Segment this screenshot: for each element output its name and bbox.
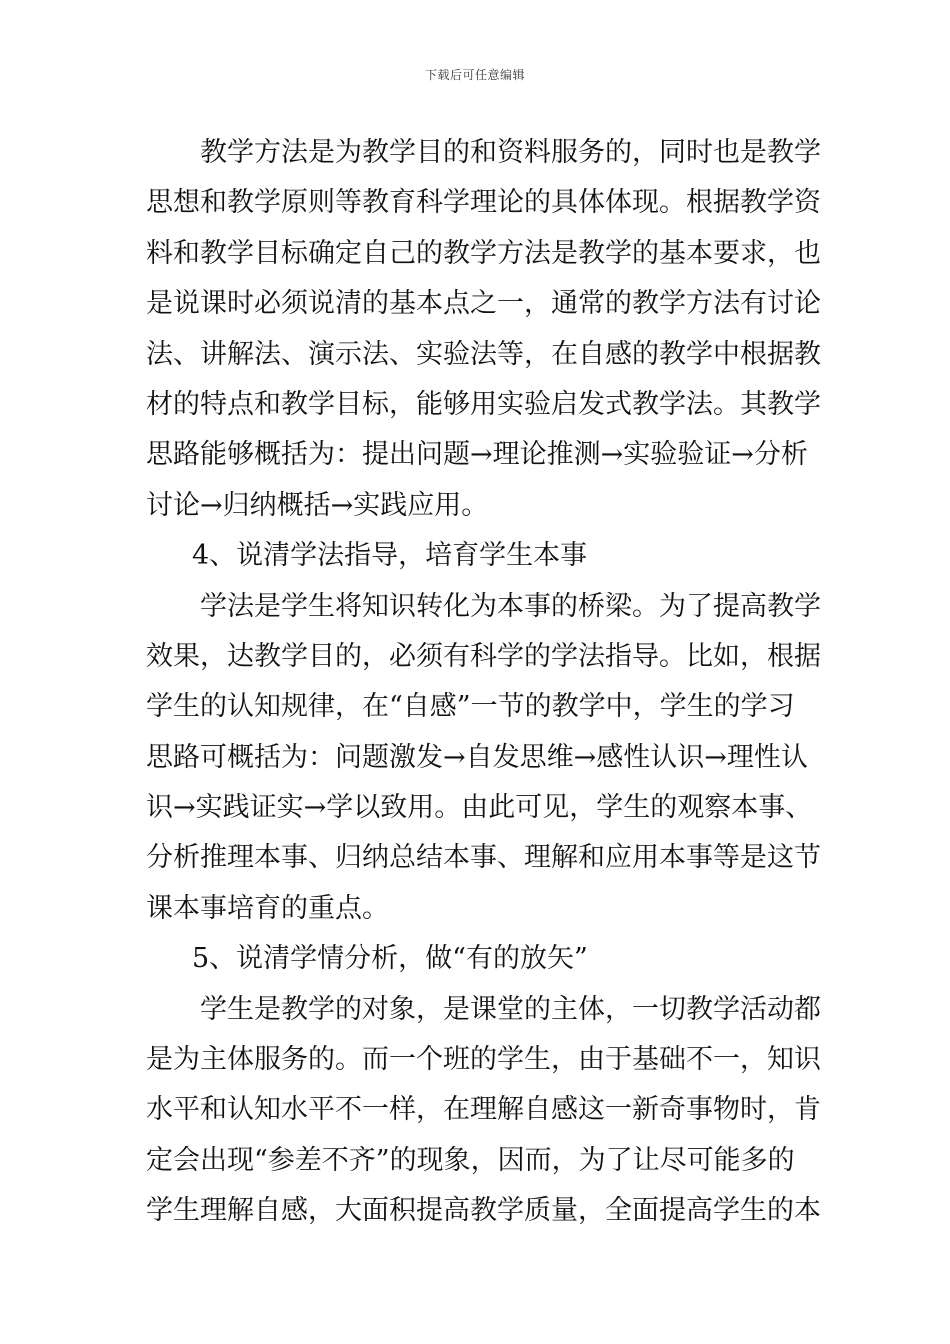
document-body bbox=[146, 128, 821, 1237]
paragraph-line: 识→实践证实→学以致用。由此可见，学生的观察本事、 bbox=[146, 792, 813, 824]
paragraph-line: 分析推理本事、归纳总结本事、理解和应用本事等是这节 bbox=[146, 842, 821, 874]
paragraph-line: 学生是教学的对象，是课堂的主体，一切教学活动都 bbox=[200, 993, 821, 1025]
paragraph-line: 水平和认知水平不一样，在理解自感这一新奇事物时，肯 bbox=[146, 1094, 821, 1126]
paragraph-line: 是说课时必须说清的基本点之一，通常的教学方法有讨论 bbox=[146, 288, 821, 320]
paragraph-line: 课本事培育的重点。 bbox=[146, 892, 389, 924]
paragraph-line: 学生的认知规律，在“自感”一节的教学中，学生的学习 bbox=[146, 691, 795, 723]
paragraph-line: 思路能够概括为：提出问题→理论推测→实验验证→分析 bbox=[146, 439, 808, 471]
paragraph-line: 讨论→归纳概括→实践应用。 bbox=[146, 489, 489, 521]
page-header: 下载后可任意编辑 bbox=[424, 68, 525, 82]
paragraph-line: 是为主体服务的。而一个班的学生，由于基础不一，知识 bbox=[146, 1044, 821, 1076]
paragraph-line: 教学方法是为教学目的和资料服务的，同时也是教学 bbox=[200, 137, 821, 168]
paragraph-line: 思想和教学原则等教育科学理论的具体体现。根据教学资 bbox=[146, 187, 821, 219]
paragraph-line: 定会出现“参差不齐”的现象，因而，为了让尽可能多的 bbox=[146, 1144, 795, 1176]
paragraph-line: 思路可概括为：问题激发→自发思维→感性认识→理性认 bbox=[146, 741, 808, 773]
paragraph-line: 材的特点和教学目标，能够用实验启发式教学法。其教学 bbox=[146, 388, 821, 420]
paragraph-line: 效果，达教学目的，必须有科学的学法指导。比如，根据 bbox=[146, 640, 821, 672]
paragraph-line: 料和教学目标确定自己的教学方法是教学的基本要求，也 bbox=[146, 237, 821, 269]
paragraph-line: 学法是学生将知识转化为本事的桥梁。为了提高教学 bbox=[200, 590, 821, 622]
paragraph-line: 学生理解自感，大面积提高教学质量，全面提高学生的本 bbox=[146, 1195, 821, 1227]
section-heading: 4、说清学法指导，培育学生本事 bbox=[192, 540, 588, 572]
paragraph-line: 法、讲解法、演示法、实验法等，在自感的教学中根据教 bbox=[146, 338, 821, 370]
section-heading: 5、说清学情分析，做“有的放矢” bbox=[192, 943, 588, 975]
